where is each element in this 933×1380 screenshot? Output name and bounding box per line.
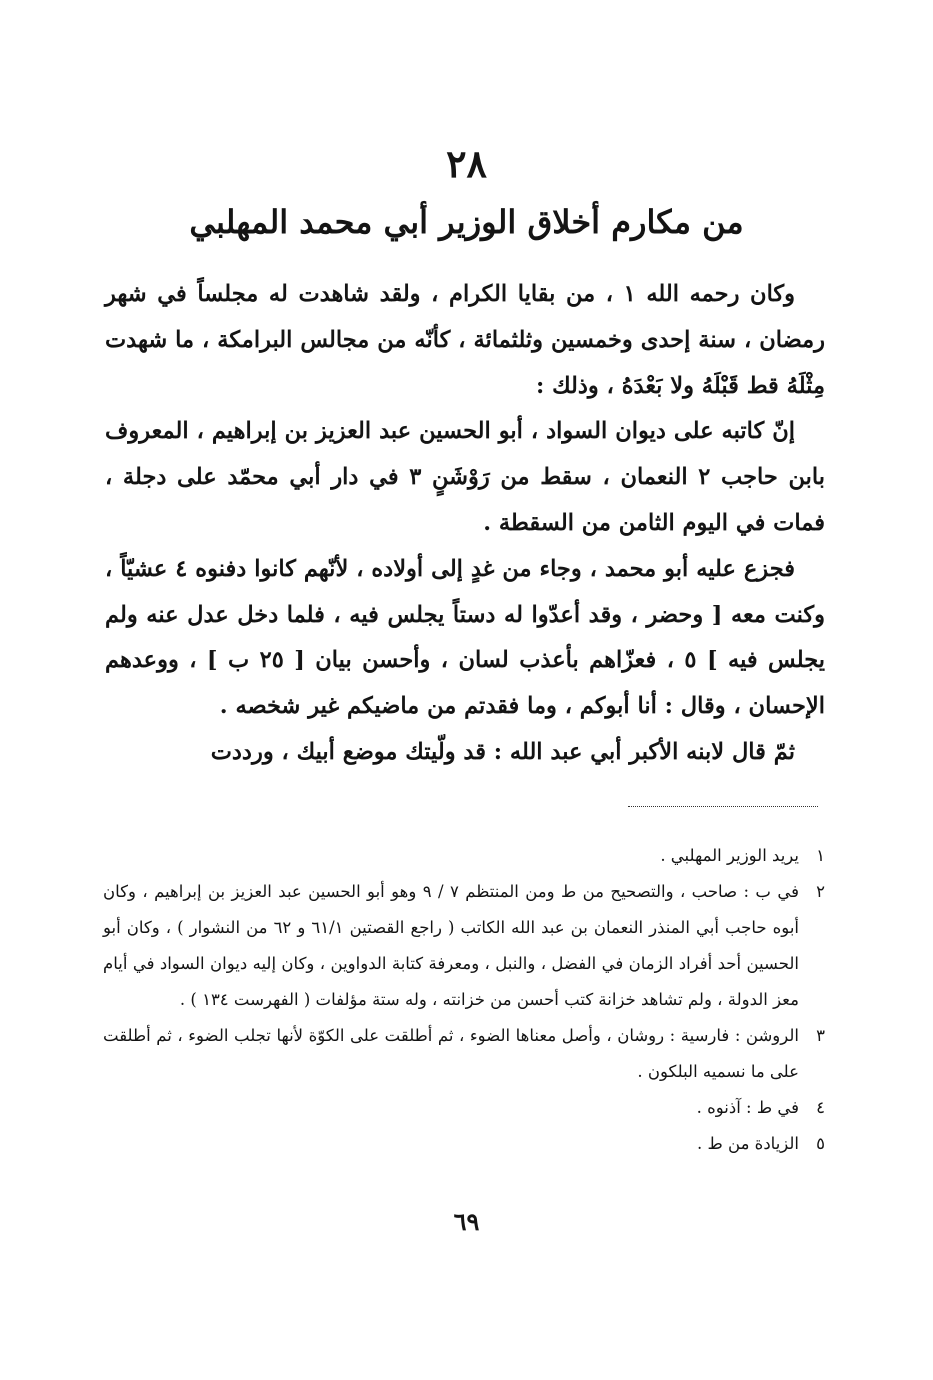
footnote-number: ٢ xyxy=(816,882,825,901)
footnote-text: الروشن : فارسية : روشان ، وأصل معناها الضوء ، ثم أطلقت على الكوّة لأنها تجلب الضوء ، ثم أطلقت على ما نسميه البلكون . xyxy=(103,1026,799,1081)
footnote xyxy=(103,874,825,1018)
footnote-number: ١ xyxy=(816,846,825,865)
chapter-number: ٢٨ xyxy=(446,141,487,186)
paragraph: ثمّ قال لابنه الأكبر أبي عبد الله : قد ولّيتك موضع أبيك ، ورددت xyxy=(210,738,795,765)
footnote-number: ٥ xyxy=(816,1134,825,1153)
footnote-text: في ب : صاحب ، والتصحيح من ط ومن المنتظم ٧ / ٩ وهو أبو الحسين عبد العزيز بن إبراهيم ، وكان أبوه حاجب أبي المنذر النعمان بن عبد الله الكاتب ( راجع القصتين ٦١/١ و ٦٢ من النشوار ) ، وكان أبو الحسين أحد أفراد الزمان في الفضل ، والنبل ، ومعرفة كتابة الدواوين ، وكان إليه ديوان السواد في أيام معز الدولة ، ولم تشاهد خزانة كتب أحسن من خزانته ، وله ستة مؤلفات ( الفهرست ١٣٤ ) . xyxy=(103,882,799,1009)
footnote-text: في ط : آذنوه . xyxy=(696,1098,799,1117)
footnote xyxy=(103,1126,825,1162)
footnote xyxy=(103,838,825,874)
main-text xyxy=(105,272,825,776)
paragraph: فجزع عليه أبو محمد ، وجاء من غدٍ إلى أولاده ، لأنّهم كانوا دفنوه ٤ عشيّاً ، وكنت معه [ وحضر ، وقد أعدّوا له دستاً يجلس فيه ، فلما دخل عدل عنه ولم يجلس فيه ] ٥ ، فعزّاهم بأعذب لسان ، وأحسن بيان [ ٢٥ ب ] ، ووعدهم الإحسان ، وقال : أنا أبوكم ، وما فقدتم من ماضيكم غير شخصه . xyxy=(105,555,825,720)
paragraph: وكان رحمه الله ١ ، من بقايا الكرام ، ولقد شاهدت له مجلساً في شهر رمضان ، سنة إحدى وخمسين وثلثمائة ، كأنّه من مجالس البرامكة ، ما شهدت مِثْلَهُ قط قَبْلَهُ ولا بَعْدَهُ ، وذلك : xyxy=(105,281,825,399)
footnote-divider xyxy=(628,806,818,807)
footnote-text: يريد الوزير المهلبي . xyxy=(660,846,799,865)
chapter-title: من مكارم أخلاق الوزير أبي محمد المهلبي xyxy=(189,203,744,241)
paragraph: إنّ كاتبه على ديوان السواد ، أبو الحسين عبد العزيز بن إبراهيم ، المعروف بابن حاجب ٢ النعمان ، سقط من رَوْشَنٍ ٣ في دار أبي محمّد على دجلة ، فمات في اليوم الثامن من السقطة . xyxy=(105,418,825,536)
footnote-number: ٤ xyxy=(816,1098,825,1117)
footnote-text: الزيادة من ط . xyxy=(697,1134,799,1153)
footnotes xyxy=(103,838,825,1162)
page-number: ٦٩ xyxy=(453,1207,480,1236)
footnote-number: ٣ xyxy=(816,1026,825,1045)
footnote xyxy=(103,1018,825,1090)
footnote xyxy=(103,1090,825,1126)
